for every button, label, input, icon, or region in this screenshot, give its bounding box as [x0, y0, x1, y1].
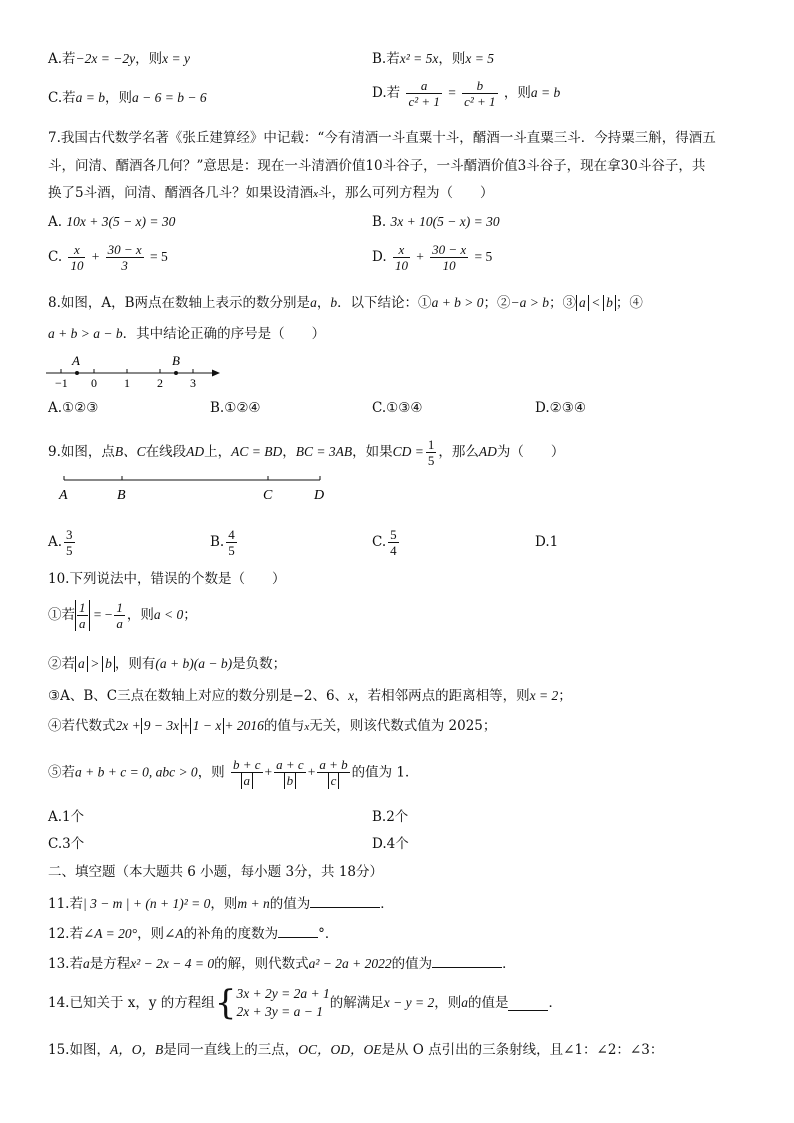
- point-a-label: A: [72, 353, 80, 368]
- segment-label-a: A: [59, 488, 68, 503]
- point-a-dot: [75, 371, 79, 375]
- tick-label: 1: [124, 376, 130, 390]
- q10-statement-5: ⑤若a + b + c = 0, abc > 0，则 $\frac{b + c}{a}$ + $\frac{a + c}{b}$ + $\frac{a + b}{c}$ 的值为 1．: [48, 757, 419, 788]
- q6-option-b: B.若x² = 5x，则x = 5: [372, 51, 494, 67]
- q10-statement-2: ②若 a > b ，则有(a + b)(a − b)是负数；: [48, 656, 287, 672]
- answer-blank: [310, 893, 380, 908]
- q10-title: 10.下列说法中，错误的个数是（ ）: [48, 571, 286, 587]
- q8-number-line: [44, 352, 234, 392]
- q7-option-a: A. 10x + 3(5 − x) = 30: [48, 214, 176, 230]
- q6-option-c: C.若a = b，则a − 6 = b − 6: [48, 90, 207, 106]
- q10-option-b: B.2个: [372, 809, 409, 825]
- q9-stem: 9.如图，点B、C在线段AD上，AC = BD，BC = 3AB，如果CD = $\frac{1}{5}$ ，那么AD为（ ）: [48, 437, 565, 468]
- q9-option-c: C. $\frac{5}{4}$: [372, 527, 397, 558]
- brace-icon: {: [214, 983, 237, 1023]
- q7-stem-line3: 换了5斗酒，问清、醑酒各几斗？如果设清酒x斗，那么可列方程为（ ）: [48, 185, 494, 201]
- q6-option-a: A.若−2x = −2y，则x = y: [48, 51, 190, 67]
- segment-label-b: B: [117, 488, 126, 503]
- q8-stem-line2: a + b > a − b．其中结论正确的序号是（ ）: [48, 326, 326, 342]
- tick-label: 0: [91, 376, 97, 390]
- answer-blank: [508, 996, 548, 1011]
- segment-label-d: D: [314, 488, 325, 503]
- point-b-label: B: [172, 353, 180, 368]
- arrow-icon: [212, 370, 220, 377]
- q11: 11.若| 3 − m | + (n + 1)² = 0，则m + n的值为 ．: [48, 893, 394, 914]
- point-b-dot: [174, 371, 178, 375]
- segment-label-c: C: [263, 488, 273, 503]
- q14: 14.已知关于 x，y 的方程组{ 3x + 2y = 2a + 1 2x + 3y = a − 1 的解满足x − y = 2，则a的值是 ．: [48, 983, 562, 1023]
- q7-stem-line1: 7.我国古代数学名著《张丘建算经》中记载：“今有清酒一斗直粟十斗，醑酒一斗直粟三斗．今持粟三斛，得酒五: [48, 130, 716, 146]
- q9-option-d: D.1: [535, 534, 559, 550]
- section-heading: 二、填空题（本大题共 6 小题，每小题 3分，共 18分）: [48, 864, 384, 880]
- q8-option-a: A.①②③: [48, 400, 99, 416]
- q8-option-d: D.②③④: [535, 400, 586, 416]
- answer-blank: [432, 953, 502, 968]
- q8-option-b: B.①②④: [210, 400, 261, 416]
- q7-stem-line2: 斗，问清、醑酒各几何？”意思是：现在一斗清酒价值10斗谷子，一斗醑酒价值3斗谷子，现在拿30斗谷子，共: [48, 158, 706, 174]
- q8-stem-line1: 8.如图，A，B两点在数轴上表示的数分别是a，b．以下结论：①a + b > 0；②−a > b；③ a < b ；④: [48, 295, 643, 311]
- q10-statement-4: ④若代数式2x + 9 − 3x + 1 − x + 2016的值与x无关，则该代数式值为 2025；: [48, 718, 497, 734]
- q7-option-d: D. $\frac{x}{10}$ + $\frac{30 - x}{10}$ = 5: [372, 242, 493, 273]
- q10-statement-3: ③A、B、C三点在数轴上对应的数分别是−2、6、x，若相邻两点的距离相等，则x = 2；: [48, 688, 572, 704]
- q7-option-b: B. 3x + 10(5 − x) = 30: [372, 214, 500, 230]
- tick-label: −1: [55, 376, 68, 390]
- q13: 13.若a是方程x² − 2x − 4 = 0的解，则代数式a² − 2a + 2022的值为 ．: [48, 953, 516, 974]
- q10-option-a: A.1个: [48, 809, 85, 825]
- q8-option-c: C.①③④: [372, 400, 423, 416]
- q10-statement-1: ①若 $\frac{1}{a}$ = − $\frac{1}{a}$ ，则a < 0；: [48, 600, 197, 631]
- tick-label: 3: [190, 376, 196, 390]
- q9-segment-figure: [54, 472, 334, 506]
- q15: 15.如图，A，O，B是同一直线上的三点，OC，OD，OE是从 O 点引出的三条射线，且∠1：∠2：∠3：: [48, 1042, 664, 1058]
- q10-option-d: D.4个: [372, 836, 409, 852]
- q7-option-c: C. $\frac{x}{10}$ + $\frac{30 - x}{3}$ = 5: [48, 242, 168, 273]
- q10-option-c: C.3个: [48, 836, 85, 852]
- answer-blank: [278, 923, 318, 938]
- q6-option-d: D.若 $\frac{a}{\text{c² + 1}}$ = $\frac{b}{\text{c² + 1}}$ ，则a = b: [372, 78, 561, 109]
- q9-option-b: B. $\frac{4}{5}$: [210, 527, 235, 558]
- q12: 12.若∠A = 20°，则∠A的补角的度数为 °．: [48, 923, 338, 944]
- tick-label: 2: [157, 376, 163, 390]
- q9-option-a: A. $\frac{3}{5}$: [48, 527, 73, 558]
